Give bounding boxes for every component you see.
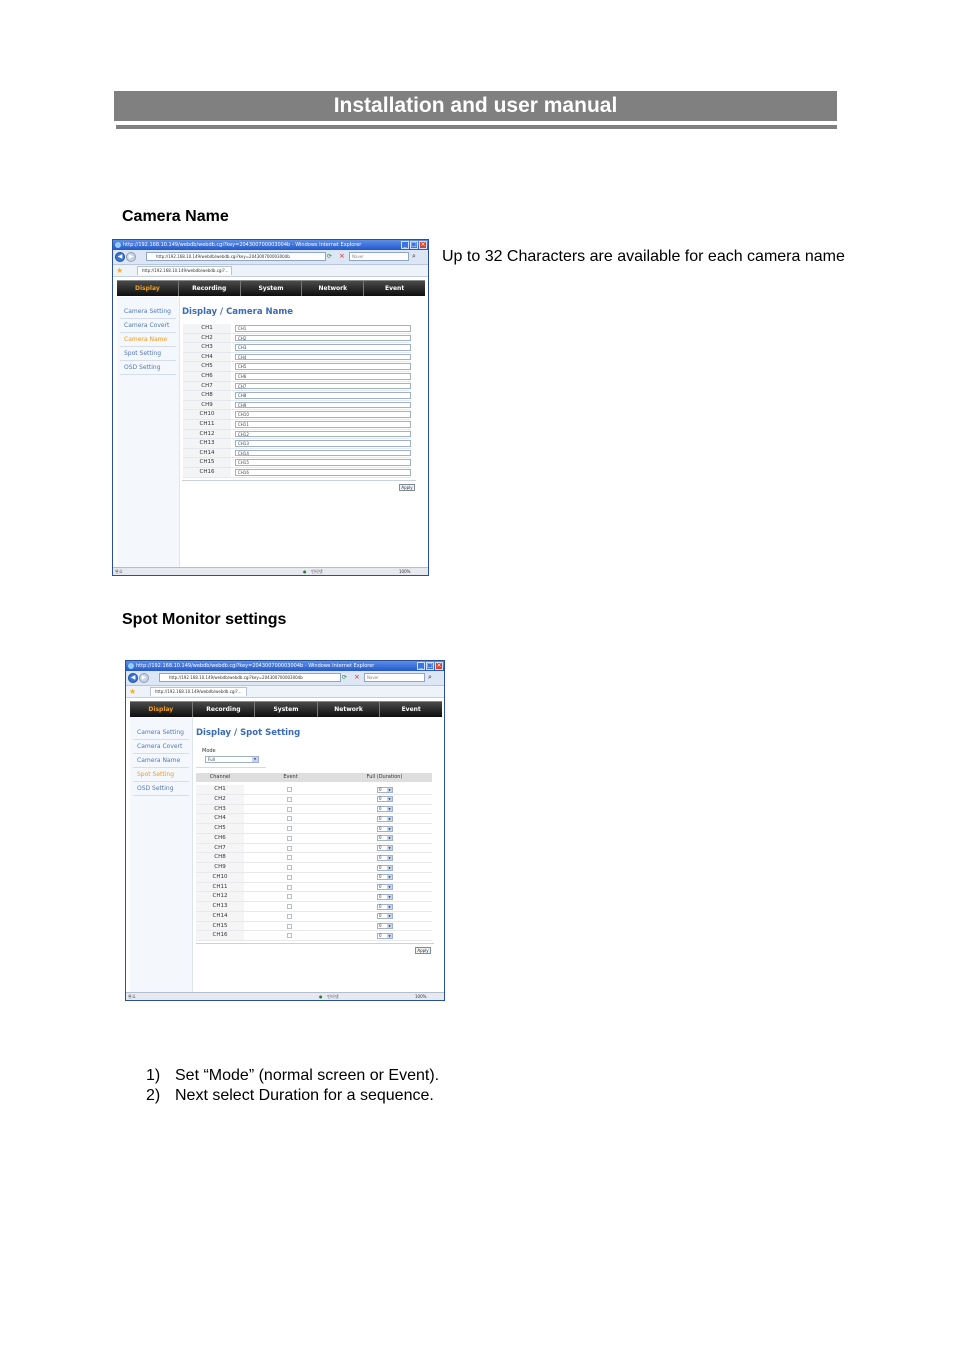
table-row bbox=[183, 372, 411, 382]
table-row bbox=[196, 892, 432, 902]
channel-label: CH7 bbox=[196, 844, 244, 853]
chevron-down-icon[interactable]: ▼ bbox=[388, 924, 391, 928]
duration-select[interactable] bbox=[377, 845, 393, 851]
channel-label: CH6 bbox=[196, 834, 244, 843]
event-cell bbox=[244, 795, 337, 804]
maximize-icon[interactable]: □ bbox=[427, 662, 433, 669]
table-row bbox=[196, 844, 432, 854]
chevron-down-icon[interactable]: ▼ bbox=[388, 865, 391, 870]
table-row bbox=[196, 902, 432, 912]
table-row bbox=[183, 430, 411, 440]
camera-name-input[interactable]: CH12 bbox=[235, 431, 411, 438]
duration-cell bbox=[337, 814, 432, 823]
sidebar-item-camera-covert[interactable]: Camera Covert bbox=[120, 319, 176, 333]
address-bar bbox=[113, 250, 428, 265]
chevron-down-icon[interactable]: ▼ bbox=[388, 816, 391, 821]
camera-name-input[interactable]: CH15 bbox=[235, 459, 411, 466]
channel-label: CH1 bbox=[183, 324, 231, 333]
window-title: http://192.168.10.149/webdb/webdb.cgi?key=204300700003004b - Windows Internet Explorer bbox=[123, 242, 362, 248]
duration-select[interactable] bbox=[377, 826, 393, 832]
mode-label: Mode bbox=[202, 748, 216, 754]
channel-label: CH9 bbox=[196, 863, 244, 872]
duration-select[interactable] bbox=[377, 933, 393, 939]
sidebar-item-camera-setting[interactable]: Camera Setting bbox=[133, 726, 189, 740]
event-cell bbox=[244, 892, 337, 901]
event-cell bbox=[244, 931, 337, 940]
event-cell bbox=[244, 814, 337, 823]
duration-value: 0 bbox=[379, 835, 382, 841]
duration-value: 0 bbox=[379, 854, 382, 860]
sidebar-item-osd-setting[interactable]: OSD Setting bbox=[133, 782, 189, 796]
stop-icon[interactable]: × bbox=[354, 673, 360, 681]
maximize-icon[interactable]: □ bbox=[411, 241, 417, 248]
chevron-down-icon[interactable]: ▼ bbox=[388, 846, 391, 850]
table-row bbox=[183, 439, 411, 449]
event-checkbox[interactable] bbox=[287, 933, 292, 938]
apply-button[interactable]: Apply bbox=[399, 484, 415, 491]
table-row bbox=[183, 343, 411, 353]
refresh-icon[interactable]: ⟳ bbox=[327, 253, 333, 260]
search-input[interactable]: Naver bbox=[349, 252, 409, 261]
table-row bbox=[183, 401, 411, 411]
channel-label: CH4 bbox=[196, 814, 244, 823]
table-row bbox=[196, 834, 432, 844]
channel-label: CH8 bbox=[196, 853, 244, 862]
status-zone: 인터넷 bbox=[311, 569, 323, 574]
event-cell bbox=[244, 902, 337, 911]
apply-button[interactable]: Apply bbox=[415, 947, 431, 954]
event-cell bbox=[244, 883, 337, 892]
menu-system[interactable]: System bbox=[241, 281, 303, 296]
sidebar-item-camera-name[interactable]: Camera Name bbox=[120, 333, 176, 347]
search-icon[interactable]: ⌕ bbox=[428, 673, 432, 681]
event-checkbox[interactable] bbox=[287, 807, 292, 812]
duration-value: 0 bbox=[379, 884, 382, 889]
table-row bbox=[196, 883, 432, 893]
event-checkbox[interactable] bbox=[287, 826, 292, 831]
duration-select[interactable] bbox=[377, 855, 393, 861]
status-zone: 인터넷 bbox=[327, 994, 339, 999]
sidebar bbox=[130, 718, 193, 992]
duration-select[interactable] bbox=[377, 865, 393, 871]
spot-table-header bbox=[196, 773, 432, 782]
stop-icon[interactable]: × bbox=[339, 252, 345, 260]
duration-value: 0 bbox=[379, 932, 382, 938]
window-titlebar bbox=[113, 240, 428, 250]
sidebar-item-spot-setting[interactable]: Spot Setting bbox=[120, 347, 176, 361]
event-checkbox[interactable] bbox=[287, 797, 292, 802]
menu-network[interactable]: Network bbox=[302, 281, 364, 296]
chevron-down-icon[interactable]: ▼ bbox=[388, 904, 391, 909]
event-checkbox[interactable] bbox=[287, 924, 292, 929]
camera-name-input[interactable]: CH1 bbox=[235, 325, 411, 332]
window-titlebar bbox=[126, 661, 444, 671]
duration-value: 0 bbox=[379, 903, 382, 909]
duration-select[interactable] bbox=[377, 806, 393, 812]
channel-label: CH16 bbox=[196, 931, 244, 940]
event-cell bbox=[244, 805, 337, 814]
camera-name-input[interactable]: CH16 bbox=[235, 469, 411, 476]
event-checkbox[interactable] bbox=[287, 914, 292, 919]
camera-name-input[interactable]: CH10 bbox=[235, 411, 411, 418]
duration-value: 0 bbox=[379, 864, 382, 870]
list-text: Set “Mode” (normal screen or Event). bbox=[175, 1067, 440, 1084]
mode-select[interactable] bbox=[205, 756, 259, 763]
url-input[interactable]: http://192.168.10.149/webdb/webdb.cgi?key=204300700003004b bbox=[146, 252, 326, 261]
sidebar-item-camera-covert[interactable]: Camera Covert bbox=[133, 740, 189, 754]
header-rule bbox=[116, 125, 837, 129]
table-row bbox=[196, 912, 432, 922]
duration-select[interactable] bbox=[377, 923, 393, 929]
globe-icon: ● bbox=[319, 994, 323, 999]
duration-select[interactable] bbox=[377, 835, 393, 841]
channel-label: CH13 bbox=[183, 439, 231, 448]
duration-cell bbox=[337, 834, 432, 843]
table-row bbox=[196, 805, 432, 815]
chevron-down-icon[interactable]: ▼ bbox=[388, 875, 391, 880]
browser-tab[interactable]: http://192.168.10.149/webdb/webdb.cgi?... bbox=[150, 687, 247, 696]
duration-select[interactable] bbox=[377, 884, 393, 890]
table-row bbox=[183, 458, 411, 468]
camera-name-input[interactable]: CH11 bbox=[235, 421, 411, 428]
col-channel: Channel bbox=[209, 774, 231, 780]
table-row bbox=[183, 468, 411, 478]
table-row bbox=[183, 391, 411, 401]
camera-name-input[interactable]: CH2 bbox=[235, 335, 411, 342]
event-checkbox[interactable] bbox=[287, 885, 292, 890]
menu-event[interactable]: Event bbox=[384, 285, 405, 292]
status-text: 완료 bbox=[115, 569, 123, 574]
window-controls bbox=[401, 241, 427, 249]
channel-label: CH3 bbox=[183, 343, 231, 352]
divider bbox=[196, 767, 266, 768]
minimize-icon[interactable]: _ bbox=[401, 241, 409, 249]
table-row bbox=[196, 863, 432, 873]
section-title-spot-monitor: Spot Monitor settings bbox=[122, 611, 287, 628]
event-checkbox[interactable] bbox=[287, 904, 292, 909]
section-title-camera-name: Camera Name bbox=[122, 208, 229, 225]
duration-cell bbox=[337, 912, 432, 921]
divider bbox=[182, 480, 416, 481]
status-text: 완료 bbox=[128, 994, 136, 999]
channel-label: CH10 bbox=[183, 410, 231, 419]
table-row bbox=[196, 873, 432, 883]
duration-cell bbox=[337, 795, 432, 804]
camera-name-description: Up to 32 Characters are available for each camera name bbox=[442, 248, 845, 265]
event-cell bbox=[244, 834, 337, 843]
ie-icon bbox=[115, 242, 121, 248]
channel-label: CH10 bbox=[196, 873, 244, 882]
table-row bbox=[183, 449, 411, 459]
menu-event[interactable]: Event bbox=[401, 706, 421, 713]
chevron-down-icon[interactable]: ▼ bbox=[388, 855, 391, 860]
table-row bbox=[196, 785, 432, 795]
chevron-down-icon[interactable]: ▼ bbox=[388, 787, 391, 792]
list-item bbox=[146, 1066, 746, 1086]
duration-value: 0 bbox=[379, 786, 382, 792]
table-row bbox=[183, 362, 411, 372]
sidebar-item-spot-setting[interactable]: Spot Setting bbox=[133, 768, 189, 782]
table-row bbox=[183, 382, 411, 392]
favorites-bar bbox=[113, 265, 428, 277]
table-row bbox=[196, 853, 432, 863]
refresh-icon[interactable]: ⟳ bbox=[342, 674, 348, 681]
url-input[interactable]: http://192.168.10.149/webdb/webdb.cgi?key=204300700003004b bbox=[159, 673, 341, 682]
back-icon[interactable]: ◀ bbox=[115, 252, 125, 262]
channel-label: CH11 bbox=[183, 420, 231, 429]
event-checkbox[interactable] bbox=[287, 846, 292, 851]
event-checkbox[interactable] bbox=[287, 865, 292, 870]
list-number: 1) bbox=[146, 1067, 161, 1084]
duration-select[interactable] bbox=[377, 816, 393, 822]
channel-label: CH15 bbox=[183, 458, 231, 467]
ie-icon bbox=[128, 663, 134, 669]
chevron-down-icon[interactable]: ▼ bbox=[388, 914, 391, 919]
chevron-down-icon[interactable]: ▼ bbox=[388, 826, 391, 831]
main-menu bbox=[130, 701, 442, 717]
channel-label: CH14 bbox=[183, 449, 231, 458]
event-checkbox[interactable] bbox=[287, 875, 292, 880]
duration-value: 0 bbox=[379, 893, 382, 899]
minimize-icon[interactable]: _ bbox=[417, 662, 425, 670]
duration-cell bbox=[337, 805, 432, 814]
duration-select[interactable] bbox=[377, 787, 393, 793]
browser-window-camera-name bbox=[112, 239, 429, 576]
steps-list bbox=[146, 1066, 746, 1106]
table-row bbox=[183, 353, 411, 363]
window-controls bbox=[417, 662, 443, 670]
forward-icon[interactable]: ▶ bbox=[126, 252, 136, 262]
camera-name-input[interactable]: CH9 bbox=[235, 402, 411, 409]
event-cell bbox=[244, 873, 337, 882]
camera-name-input[interactable]: CH7 bbox=[235, 383, 411, 390]
channel-label: CH3 bbox=[196, 805, 244, 814]
divider bbox=[196, 943, 434, 944]
duration-select[interactable] bbox=[377, 904, 393, 910]
duration-cell bbox=[337, 844, 432, 853]
table-row bbox=[196, 931, 432, 941]
chevron-down-icon[interactable]: ▼ bbox=[388, 807, 391, 811]
main-menu bbox=[117, 280, 425, 296]
event-cell bbox=[244, 863, 337, 872]
event-cell bbox=[244, 785, 337, 794]
event-checkbox[interactable] bbox=[287, 836, 292, 841]
channel-label: CH5 bbox=[183, 362, 231, 371]
list-item bbox=[146, 1086, 746, 1106]
duration-cell bbox=[337, 873, 432, 882]
menu-display[interactable]: Display bbox=[130, 702, 193, 717]
channel-label: CH9 bbox=[183, 401, 231, 410]
channel-label: CH2 bbox=[196, 795, 244, 804]
duration-value: 0 bbox=[379, 874, 382, 880]
mode-select-value: Full bbox=[208, 757, 215, 762]
duration-cell bbox=[337, 902, 432, 911]
page-breadcrumb: Display / Camera Name bbox=[182, 307, 294, 317]
duration-value: 0 bbox=[379, 913, 382, 919]
duration-value: 0 bbox=[379, 815, 382, 821]
duration-select[interactable] bbox=[377, 894, 393, 900]
duration-value: 0 bbox=[379, 923, 382, 928]
event-checkbox[interactable] bbox=[287, 894, 292, 899]
spot-table bbox=[196, 785, 432, 941]
event-checkbox[interactable] bbox=[287, 816, 292, 821]
browser-tab[interactable]: http://192.168.10.149/webdb/webdb.cgi?... bbox=[137, 266, 232, 275]
col-event: Event bbox=[283, 774, 298, 780]
channel-label: CH14 bbox=[196, 912, 244, 921]
table-row bbox=[183, 324, 411, 334]
channel-label: CH11 bbox=[196, 883, 244, 892]
chevron-down-icon[interactable]: ▼ bbox=[388, 894, 391, 899]
channel-label: CH4 bbox=[183, 353, 231, 362]
chevron-down-icon[interactable]: ▼ bbox=[388, 797, 391, 802]
browser-window-spot-setting bbox=[125, 660, 445, 1001]
menu-recording[interactable]: Recording bbox=[193, 702, 256, 717]
camera-name-input[interactable]: CH4 bbox=[235, 354, 411, 361]
list-number: 2) bbox=[146, 1087, 161, 1104]
zoom-level[interactable]: 100% bbox=[399, 569, 411, 574]
duration-cell bbox=[337, 824, 432, 833]
table-row bbox=[196, 824, 432, 834]
channel-label: CH12 bbox=[196, 892, 244, 901]
zoom-level[interactable]: 100% bbox=[415, 994, 427, 999]
channel-label: CH13 bbox=[196, 902, 244, 911]
menu-display[interactable]: Display bbox=[117, 281, 179, 296]
duration-select[interactable] bbox=[377, 874, 393, 880]
table-row bbox=[196, 922, 432, 932]
list-text: Next select Duration for a sequence. bbox=[175, 1087, 434, 1104]
channel-label: CH15 bbox=[196, 922, 244, 931]
sidebar bbox=[117, 297, 180, 567]
camera-name-input[interactable]: CH6 bbox=[235, 373, 411, 380]
channel-label: CH1 bbox=[196, 785, 244, 794]
table-row bbox=[196, 795, 432, 805]
event-checkbox[interactable] bbox=[287, 787, 292, 792]
event-cell bbox=[244, 853, 337, 862]
menu-recording[interactable]: Recording bbox=[179, 281, 241, 296]
duration-cell bbox=[337, 892, 432, 901]
favorites-star-icon[interactable]: ★ bbox=[116, 266, 124, 275]
menu-network[interactable]: Network bbox=[318, 702, 381, 717]
favorites-star-icon[interactable]: ★ bbox=[129, 687, 137, 696]
channel-label: CH7 bbox=[183, 382, 231, 391]
status-bar bbox=[126, 992, 444, 1000]
duration-value: 0 bbox=[379, 796, 382, 802]
duration-cell bbox=[337, 931, 432, 940]
menu-system[interactable]: System bbox=[255, 702, 318, 717]
duration-value: 0 bbox=[379, 806, 382, 811]
duration-cell bbox=[337, 883, 432, 892]
sidebar-item-osd-setting[interactable]: OSD Setting bbox=[120, 361, 176, 375]
channel-label: CH6 bbox=[183, 372, 231, 381]
camera-name-input[interactable]: CH13 bbox=[235, 440, 411, 447]
camera-name-input[interactable]: CH3 bbox=[235, 344, 411, 351]
duration-select[interactable] bbox=[377, 796, 393, 802]
event-cell bbox=[244, 844, 337, 853]
window-title: http://192.168.10.149/webdb/webdb.cgi?key=204300700003004b - Windows Internet Explorer bbox=[136, 663, 375, 669]
sidebar-item-camera-name[interactable]: Camera Name bbox=[133, 754, 189, 768]
duration-select[interactable] bbox=[377, 913, 393, 919]
camera-name-input[interactable]: CH5 bbox=[235, 363, 411, 370]
duration-cell bbox=[337, 922, 432, 931]
event-cell bbox=[244, 912, 337, 921]
channel-label: CH2 bbox=[183, 334, 231, 343]
duration-cell bbox=[337, 785, 432, 794]
chevron-down-icon[interactable]: ▼ bbox=[388, 933, 391, 938]
duration-cell bbox=[337, 863, 432, 872]
table-row bbox=[183, 410, 411, 420]
event-checkbox[interactable] bbox=[287, 855, 292, 860]
chevron-down-icon[interactable]: ▼ bbox=[388, 885, 391, 889]
camera-name-table bbox=[183, 324, 411, 478]
event-cell bbox=[244, 922, 337, 931]
close-icon[interactable]: × bbox=[436, 662, 442, 669]
camera-name-input[interactable]: CH8 bbox=[235, 392, 411, 399]
chevron-down-icon[interactable]: ▼ bbox=[388, 836, 391, 841]
close-icon[interactable]: × bbox=[420, 241, 426, 248]
address-bar bbox=[126, 671, 444, 686]
page-breadcrumb: Display / Spot Setting bbox=[196, 728, 301, 738]
duration-value: 0 bbox=[379, 825, 382, 831]
document-header: Installation and user manual bbox=[114, 91, 837, 121]
channel-label: CH16 bbox=[183, 468, 231, 477]
search-input[interactable]: Naver bbox=[364, 673, 425, 682]
forward-icon[interactable]: ▶ bbox=[139, 673, 149, 683]
status-bar bbox=[113, 567, 428, 575]
channel-label: CH5 bbox=[196, 824, 244, 833]
globe-icon: ● bbox=[303, 569, 307, 574]
channel-label: CH8 bbox=[183, 391, 231, 400]
duration-value: 0 bbox=[379, 845, 382, 850]
search-icon[interactable]: ⌕ bbox=[412, 252, 416, 260]
sidebar-item-camera-setting[interactable]: Camera Setting bbox=[120, 305, 176, 319]
back-icon[interactable]: ◀ bbox=[128, 673, 138, 683]
camera-name-input[interactable]: CH14 bbox=[235, 450, 411, 457]
chevron-down-icon[interactable]: ▼ bbox=[253, 757, 257, 761]
channel-label: CH12 bbox=[183, 430, 231, 439]
table-row bbox=[196, 814, 432, 824]
duration-cell bbox=[337, 853, 432, 862]
favorites-bar bbox=[126, 686, 444, 698]
event-cell bbox=[244, 824, 337, 833]
table-row bbox=[183, 420, 411, 430]
table-row bbox=[183, 334, 411, 344]
col-duration: Full (Duration) bbox=[366, 774, 403, 780]
